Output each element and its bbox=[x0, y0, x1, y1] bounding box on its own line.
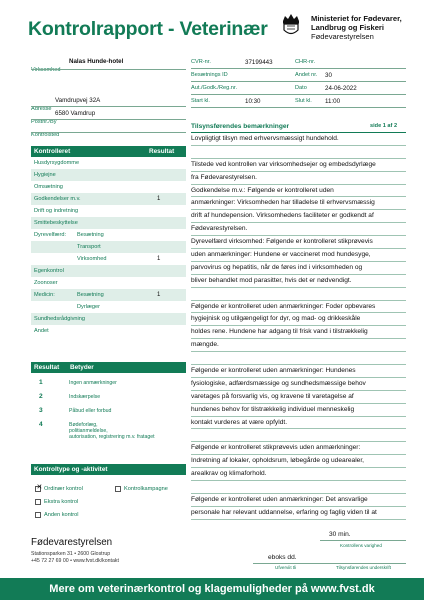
bemaerkninger-title: Tilsynsførendes bemærkninger bbox=[191, 123, 290, 130]
option-anden-label: Anden kontrol bbox=[44, 511, 79, 518]
checkbox-kampagne[interactable] bbox=[115, 486, 121, 492]
remark-line bbox=[191, 146, 406, 159]
kontrolleret-row bbox=[31, 241, 186, 253]
virksomhed-label: Virksomhed bbox=[31, 67, 61, 73]
bottom-contact: +45 72 27 69 00 • www.fvst.dk/kontakt bbox=[31, 558, 119, 564]
varighed-label: Kontrollens varighed bbox=[340, 543, 382, 548]
resultat-legend bbox=[31, 362, 186, 454]
remark-line: arealkrav og klimaforhold. bbox=[191, 468, 406, 481]
postnr-field bbox=[31, 110, 186, 125]
kontrolleret-row-sub: Virksomhed bbox=[77, 256, 107, 262]
kontrolleret-row-result: 1 bbox=[157, 256, 161, 262]
page-indicator: side 1 af 2 bbox=[370, 123, 398, 129]
remark-line: parvovirus og hepatitis, når de føres ind i virksomheden og bbox=[191, 262, 406, 275]
kontrolleret-row bbox=[31, 169, 186, 181]
ministry-agency: Fødevarestyrelsen bbox=[311, 31, 374, 41]
legend-num-4: 4 bbox=[39, 421, 43, 428]
legend-num-2: 2 bbox=[39, 393, 43, 400]
option-ekstra-label: Ekstra kontrol bbox=[44, 498, 79, 505]
kontrolleret-row-label: Zoonoser bbox=[34, 280, 58, 286]
legend-text-2: Indskærpelse bbox=[69, 394, 101, 400]
footer-banner[interactable]: Mere om veterinærkontrol og klagemuligheder på www.fvst.dk bbox=[0, 578, 424, 600]
kontrolleret-row bbox=[31, 277, 186, 289]
kontrolleret-row-label: Drift og indretning bbox=[34, 208, 79, 214]
divider bbox=[191, 81, 406, 82]
ministry-name bbox=[311, 15, 402, 41]
remark-line: anmærkninger: Virksomheden har tilladelse til erhvervsmæssig bbox=[191, 197, 406, 210]
kontrolleret-rows bbox=[31, 157, 186, 337]
kontrolleret-row bbox=[31, 157, 186, 169]
remark-line: bliver behandlet mod parasitter, hvis det er nødvendigt. bbox=[191, 275, 406, 288]
remark-line bbox=[191, 429, 406, 442]
remark-line: varetages på forsvarlig vis, og kravene til varetagelse af bbox=[191, 391, 406, 404]
adresse-value: Vamdrupvej 32A bbox=[55, 97, 101, 104]
resultat-legend-header-label: Resultat bbox=[34, 364, 60, 371]
ministry-line-1: Ministeriet for Fødevarer, bbox=[311, 14, 402, 23]
legend-text-3: Påbud eller forbud bbox=[69, 408, 112, 414]
checkbox-ordinaer[interactable]: ✕ bbox=[36, 484, 43, 492]
kontrolleret-row-label: Egenkontrol bbox=[34, 268, 64, 274]
resultat-header-label: Resultat bbox=[149, 148, 175, 155]
kontrolleret-row-label: Sundhedsrådgivning bbox=[34, 316, 86, 322]
checkbox-ekstra[interactable] bbox=[35, 499, 41, 505]
kontrolleret-row-label: Omsætning bbox=[34, 184, 63, 190]
bemaerkninger-text bbox=[191, 133, 406, 520]
kontrolleret-row bbox=[31, 181, 186, 193]
remark-line bbox=[191, 288, 406, 301]
kontrolleret-row-sub: Transport bbox=[77, 244, 101, 250]
divider bbox=[253, 563, 406, 564]
remark-line: holdes rene. Hundene har adgang til frisk vand i tilstrækkelig bbox=[191, 326, 406, 339]
remark-line: Lovpligtigt tilsyn med erhvervsmæssigt hundehold. bbox=[191, 133, 406, 146]
andet-nr-value: 30 bbox=[325, 72, 332, 79]
besaetning-label: Besætnings ID bbox=[191, 72, 228, 78]
kontrolleret-row bbox=[31, 193, 186, 205]
legend-num-1: 1 bbox=[39, 379, 43, 386]
remark-line bbox=[191, 481, 406, 494]
start-label: Start kl. bbox=[191, 98, 210, 104]
option-kampagne-label: Kontrolkampagne bbox=[124, 485, 168, 492]
remark-line: Følgende er kontrolleret uden anmærkninger: Hundenes bbox=[191, 365, 406, 378]
remark-line: Følgende er kontrolleret stikprøvevis uden anmærkninger: bbox=[191, 442, 406, 455]
kontrolleret-row-label: Godkendelser m.v. bbox=[34, 196, 81, 202]
kontrolleret-row-sub: Dyrlæger bbox=[77, 304, 101, 310]
remark-line: Følgende er kontrolleret uden anmærkninger: Det ansvarlige bbox=[191, 494, 406, 507]
adresse-field bbox=[31, 97, 186, 112]
legend-text-1: Ingen anmærkninger bbox=[69, 380, 117, 386]
kontrolleret-row bbox=[31, 325, 186, 337]
kontroltype-header: Kontroltype og -aktivitet bbox=[31, 464, 186, 475]
divider bbox=[31, 106, 186, 107]
kontrolleret-row bbox=[31, 253, 186, 265]
kontrolleret-row bbox=[31, 229, 186, 241]
kontrolleret-row-label: Dyrevelfærd: bbox=[34, 232, 67, 238]
divider bbox=[31, 69, 186, 70]
divider bbox=[191, 68, 406, 69]
sign-label-1: Ufverviit tli bbox=[275, 565, 297, 570]
postnr-label: Postnr./By bbox=[31, 119, 57, 125]
kontrolleret-row bbox=[31, 265, 186, 277]
adresse-label: Adresse bbox=[31, 106, 52, 112]
remark-line: drift af hundepension. Virksomhedens faciliteter er godkendt af bbox=[191, 210, 406, 223]
remark-line: Følgende er kontrolleret uden anmærkninger: Foder opbevares bbox=[191, 301, 406, 314]
kontrolleret-row-label: Hygiejne bbox=[34, 172, 56, 178]
kontrolleret-row bbox=[31, 313, 186, 325]
kontrolleret-row-label: Smittebeskyttelse bbox=[34, 220, 78, 226]
aut-label: Aut./Godk./Reg.nr. bbox=[191, 85, 238, 91]
divider bbox=[31, 119, 186, 120]
kontrolleret-row bbox=[31, 289, 186, 301]
ministry-line-2: Landbrug og Fiskeri bbox=[311, 22, 384, 32]
remark-line: Tilstede ved kontrollen var virksomhedsejer og embedsdyrlæge bbox=[191, 159, 406, 172]
kontrolleret-header bbox=[31, 146, 186, 157]
kontrolleret-row-result: 1 bbox=[157, 292, 161, 298]
kontroltype-box bbox=[31, 464, 186, 522]
kontrolleret-row-label: Andet bbox=[34, 328, 49, 334]
kontrolleret-row bbox=[31, 217, 186, 229]
cvr-label: CVR-nr. bbox=[191, 59, 211, 65]
remark-line: fysiologiske, adfærdsmæssige og sundhedsmæssige behov bbox=[191, 378, 406, 391]
option-anden[interactable] bbox=[35, 506, 79, 524]
option-ordinaer-label: Ordinær kontrol bbox=[44, 485, 83, 492]
signature-name: eboks dd. bbox=[268, 554, 297, 561]
remark-line: uden anmærkninger: Hundene er vaccineret mod hundesyge, bbox=[191, 249, 406, 262]
start-value: 10:30 bbox=[245, 98, 261, 105]
sign-label-2: Tilsynsførendes underskrift bbox=[336, 565, 391, 570]
divider bbox=[320, 540, 406, 541]
remark-line: hundenes behov for tilstrækkelig individuel menneskelig bbox=[191, 404, 406, 417]
divider bbox=[191, 94, 406, 95]
kontrolsted-label: Kontrolsted bbox=[31, 132, 60, 138]
remark-line: Indretning af lokaler, opholdsrum, løbegårde og udearealer, bbox=[191, 455, 406, 468]
kontrolleret-row-label: Medicin: bbox=[34, 292, 55, 298]
crown-crest-icon bbox=[280, 12, 302, 38]
legend-text-4: Bødeforlæg, politianmeldelse, autorisation, registrering m.v. frataget bbox=[69, 422, 155, 441]
remark-line bbox=[191, 352, 406, 365]
checkbox-anden[interactable] bbox=[35, 512, 41, 518]
kontrolleret-row-label: Husdyrsygdomme bbox=[34, 160, 80, 166]
kontrolleret-table bbox=[31, 146, 186, 337]
bottom-agency-name: Fødevarestyrelsen bbox=[31, 537, 113, 548]
dato-label: Dato bbox=[295, 85, 307, 91]
remark-line: kontakt vurderes at være opfyldt. bbox=[191, 417, 406, 430]
kontrolleret-row-result: 1 bbox=[157, 196, 161, 202]
postnr-value: 6580 Vamdrup bbox=[55, 110, 96, 117]
kontrolleret-row-sub: Besætning bbox=[77, 292, 104, 298]
kontrolleret-header-label: Kontrolleret bbox=[34, 148, 71, 155]
legend-num-3: 3 bbox=[39, 407, 43, 414]
remark-line: Dyrevelfærd virksomhed: Følgende er kontrolleret stikprøvevis bbox=[191, 236, 406, 249]
bottom-address: Stationsparken 31 • 2600 Glostrup bbox=[31, 551, 111, 557]
option-kampagne[interactable] bbox=[115, 480, 168, 498]
slut-value: 11:00 bbox=[325, 98, 341, 105]
remark-line: Fødevarestyrelsen. bbox=[191, 223, 406, 236]
chr-label: CHR-nr. bbox=[295, 59, 316, 65]
betyder-header-label: Betyder bbox=[70, 364, 94, 371]
remark-line: personale har relevant uddannelse, erfaring og faglig viden til at bbox=[191, 507, 406, 520]
resultat-legend-header bbox=[31, 362, 186, 373]
slut-label: Slut kl. bbox=[295, 98, 312, 104]
andet-nr-label: Andet nr. bbox=[295, 72, 318, 78]
varighed-value: 30 min. bbox=[329, 531, 351, 538]
remark-line: fra Fødevarestyrelsen. bbox=[191, 172, 406, 185]
remark-line: mængde. bbox=[191, 339, 406, 352]
divider bbox=[31, 132, 186, 133]
divider bbox=[191, 107, 406, 108]
kontrolleret-row-sub: Besætning bbox=[77, 232, 104, 238]
kontrolleret-row bbox=[31, 205, 186, 217]
dato-value: 24-06-2022 bbox=[325, 85, 357, 92]
cvr-value: 37199443 bbox=[245, 59, 273, 66]
virksomhed-value: Nalas Hunde-hotel bbox=[69, 58, 124, 65]
kontrolsted-field bbox=[31, 123, 186, 138]
remark-line: Godkendelse m.v.: Følgende er kontrolleret uden bbox=[191, 185, 406, 198]
page-title: Kontrolrapport - Veterinær bbox=[28, 18, 268, 40]
remark-line: hygiejnisk og utilgængeligt for dyr, og mad- og drikkeskåle bbox=[191, 313, 406, 326]
kontrolleret-row bbox=[31, 301, 186, 313]
